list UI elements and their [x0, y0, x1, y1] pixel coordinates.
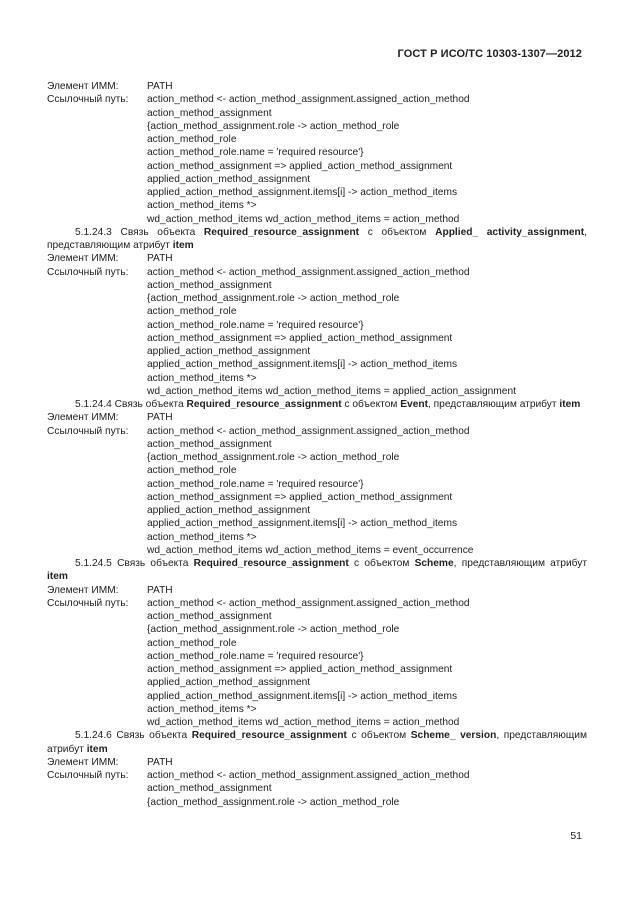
ref-path-row [47, 597, 587, 610]
entity-name: Required_resource_assignment [186, 399, 342, 410]
element-value: PATH [147, 253, 173, 265]
path-line: applied_action_method_assignment.items[i] -> action_method_items [147, 518, 458, 530]
element-label: Элемент ИММ: [47, 81, 119, 92]
section-heading [47, 729, 587, 756]
path-line: action_method_role [147, 134, 237, 145]
ref-path-label: Ссылочный путь: [47, 425, 129, 437]
ref-path-label: Ссылочный путь: [47, 94, 129, 106]
heading-text: Связь объекта [114, 399, 184, 410]
path-line: action_method_items *> [147, 531, 257, 543]
path-line: action_method <- action_method_assignment.assigned_action_method [147, 770, 470, 781]
element-label: Элемент ИММ: [47, 253, 119, 265]
path-line: {action_method_assignment.role -> action_method_role [147, 796, 400, 808]
path-line: action_method_items *> [147, 200, 257, 212]
heading-text: Связь объекта [116, 730, 188, 742]
section-number: 5.1.24.4 [75, 399, 112, 410]
heading-text: , представляющим атрибут [47, 226, 588, 251]
ref-path-label: Ссылочный путь: [47, 770, 129, 781]
heading-text: Связь объекта [120, 226, 196, 238]
path-line: {action_method_assignment.role -> action_method_role [147, 120, 400, 132]
target-entity-name: Event [400, 399, 428, 410]
path-line: action_method_assignment [147, 611, 272, 622]
entity-name: Required_resource_assignment [191, 730, 347, 742]
path-line: action_method_assignment => applied_action_method_assignment [147, 491, 453, 503]
path-line: {action_method_assignment.role -> action_method_role [147, 293, 400, 304]
element-label: Элемент ИММ: [47, 412, 119, 424]
path-line: action_method_role.name = 'required resource'} [147, 478, 364, 490]
entity-name: Required_resource_assignment [193, 558, 349, 569]
path-line: action_method_assignment => applied_action_method_assignment [147, 160, 453, 172]
path-line: applied_action_method_assignment [147, 677, 311, 689]
document-header: ГОСТ Р ИСО/ТС 10303-1307—2012 [397, 48, 582, 60]
path-line: action_method_assignment [147, 438, 272, 450]
ref-path-label: Ссылочный путь: [47, 597, 129, 609]
heading-text: с объектом [354, 558, 410, 569]
target-entity-name: Scheme [414, 558, 454, 569]
path-line: action_method <- action_method_assignment.assigned_action_method [147, 94, 470, 106]
path-line: action_method_role.name = 'required resource'} [147, 650, 364, 662]
path-line: {action_method_assignment.role -> action_method_role [147, 624, 400, 636]
section-heading [47, 557, 587, 584]
element-row [47, 411, 587, 424]
path-line: action_method_assignment [147, 107, 272, 119]
heading-text: , представляющим атрибут [453, 558, 587, 569]
path-line: applied_action_method_assignment [147, 505, 311, 516]
element-row [47, 80, 587, 93]
ref-path-row [47, 266, 587, 279]
element-value: PATH [147, 412, 173, 424]
path-line: applied_action_method_assignment.items[i] -> action_method_items [147, 690, 458, 702]
ref-path-row [47, 425, 587, 438]
section-heading [47, 226, 587, 253]
path-line: action_method_role [147, 465, 237, 477]
path-line: wd_action_method_items wd_action_method_items = event_occurrence [147, 544, 474, 556]
path-line: applied_action_method_assignment [147, 346, 311, 357]
path-line: action_method_assignment [147, 783, 272, 795]
entity-name: Required_resource_assignment [203, 226, 360, 238]
path-line: {action_method_assignment.role -> action_method_role [147, 452, 400, 463]
attribute-name: item [47, 571, 68, 583]
path-line: applied_action_method_assignment.items[i] -> action_method_items [147, 187, 458, 198]
path-line: action_method_assignment => applied_action_method_assignment [147, 332, 453, 344]
ref-path-row [47, 93, 587, 106]
element-value: PATH [147, 81, 173, 92]
element-value: PATH [147, 584, 173, 596]
element-value: PATH [147, 756, 173, 768]
section-number: 5.1.24.5 [75, 558, 112, 569]
ref-path-row [47, 769, 587, 782]
path-line: action_method_role [147, 637, 237, 649]
path-line: action_method_items *> [147, 703, 257, 715]
element-row [47, 584, 587, 597]
heading-text: с объектом [344, 399, 398, 410]
path-line: action_method_assignment [147, 279, 272, 291]
path-line: applied_action_method_assignment.items[i] -> action_method_items [147, 359, 458, 371]
element-label: Элемент ИММ: [47, 756, 119, 768]
section-number: 5.1.24.6 [75, 730, 112, 742]
path-line: action_method_items *> [147, 372, 257, 384]
document-body [47, 80, 587, 809]
path-line: action_method_role.name = 'required resource'} [147, 319, 364, 331]
section-number: 5.1.24.3 [75, 226, 112, 238]
heading-text: Связь объекта [117, 558, 189, 569]
target-entity-name: Applied_ activity_assignment [435, 226, 585, 238]
path-line: action_method_role [147, 306, 237, 318]
path-line: action_method_role.name = 'required resource'} [147, 147, 364, 159]
heading-text: с объектом [367, 226, 427, 238]
attribute-name: item [559, 399, 581, 410]
attribute-name: item [86, 743, 108, 755]
path-line: action_method <- action_method_assignment.assigned_action_method [147, 266, 470, 278]
page-number: 51 [570, 830, 582, 842]
element-row [47, 756, 587, 769]
ref-path-label: Ссылочный путь: [47, 266, 129, 278]
path-line: action_method <- action_method_assignment.assigned_action_method [147, 425, 470, 437]
heading-text: , представляющим атрибут [47, 730, 587, 755]
path-line: wd_action_method_items wd_action_method_items = action_method [147, 213, 460, 225]
element-row [47, 252, 587, 265]
path-line: applied_action_method_assignment [147, 173, 311, 185]
path-line: action_method <- action_method_assignment.assigned_action_method [147, 597, 470, 609]
path-line: wd_action_method_items wd_action_method_items = applied_action_assignment [147, 385, 516, 397]
attribute-name: item [172, 240, 194, 251]
element-label: Элемент ИММ: [47, 584, 119, 596]
heading-text: , представляющим атрибут [427, 399, 557, 410]
section-heading [47, 398, 587, 411]
target-entity-name: Scheme_ version [410, 730, 497, 742]
path-line: action_method_assignment => applied_action_method_assignment [147, 664, 453, 675]
path-line: wd_action_method_items wd_action_method_items = action_method [147, 717, 460, 728]
heading-text: с объектом [351, 730, 407, 742]
